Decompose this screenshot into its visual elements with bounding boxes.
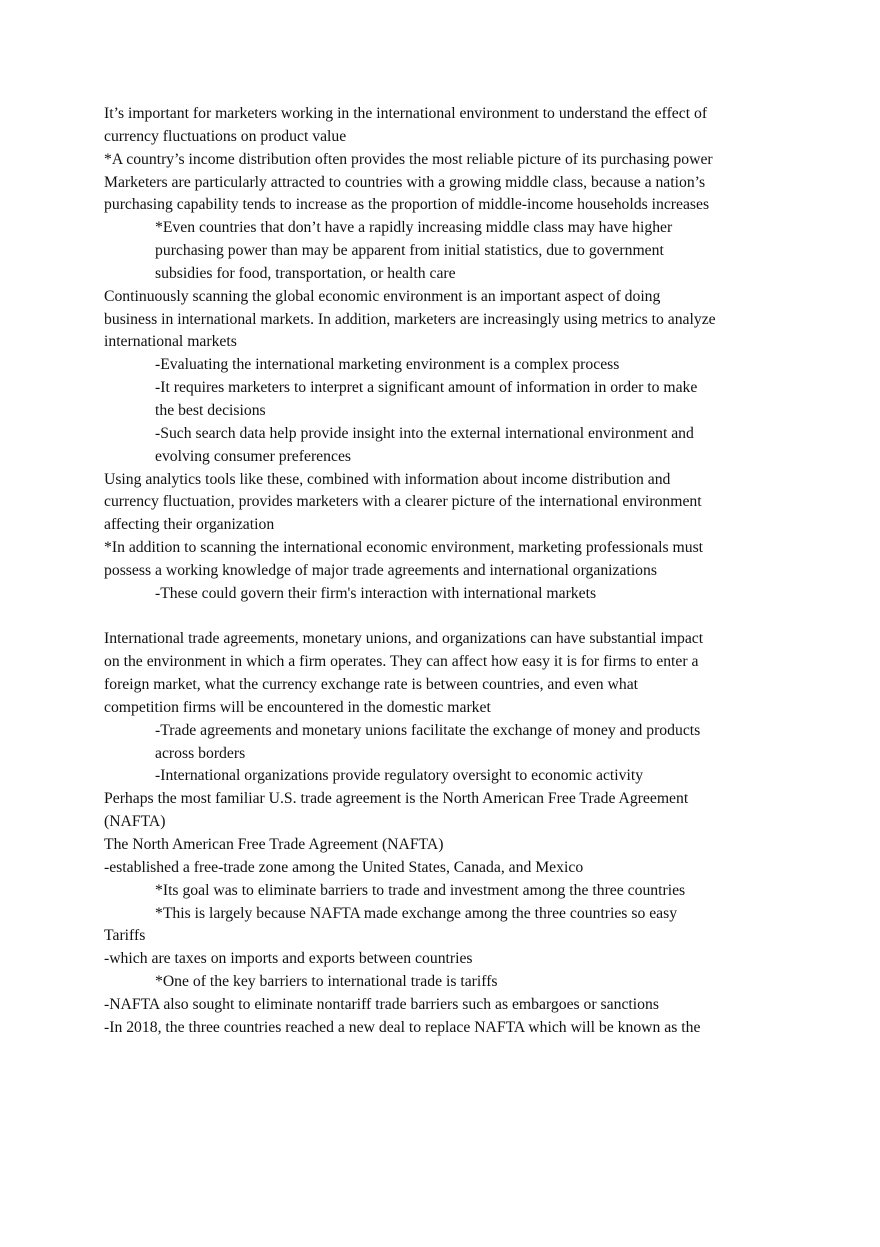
text-line: Marketers are particularly attracted to countries with a growing middle class, because a nation’s	[104, 173, 706, 191]
text-line: Using analytics tools like these, combined with information about income distribution and	[104, 470, 671, 488]
text-line: -which are taxes on imports and exports between countries	[104, 950, 473, 968]
text-line: The North American Free Trade Agreement (NAFTA)	[104, 836, 444, 853]
text-line: Tariffs	[104, 927, 146, 945]
text-line: Continuously scanning the global economic environment is an important aspect of doing	[104, 287, 661, 305]
document-body	[104, 103, 804, 1040]
indented-text-line: *Its goal was to eliminate barriers to trade and investment among the three countries	[155, 881, 686, 899]
indented-text-line: subsidies for food, transportation, or health care	[155, 264, 456, 282]
text-line: business in international markets. In addition, marketers are increasingly using metrics to analyze	[104, 310, 716, 328]
indented-text-line: -International organizations provide regulatory oversight to economic activity	[155, 767, 644, 785]
indented-text-line: evolving consumer preferences	[155, 447, 352, 465]
text-line: International trade agreements, monetary unions, and organizations can have substantial impact	[104, 630, 704, 648]
indented-text-line: *Even countries that don’t have a rapidly increasing middle class may have higher	[155, 219, 673, 237]
text-line: purchasing capability tends to increase as the proportion of middle-income households increases	[104, 196, 710, 214]
text-line: on the environment in which a firm operates. They can affect how easy it is for firms to enter a	[104, 653, 699, 671]
text-line: currency fluctuations on product value	[104, 127, 347, 145]
text-line: affecting their organization	[104, 516, 275, 534]
indented-text-line: -Trade agreements and monetary unions facilitate the exchange of money and products	[155, 721, 701, 739]
text-line: currency fluctuation, provides marketers with a clearer picture of the international environment	[104, 493, 702, 511]
blank-line	[104, 606, 804, 629]
text-line: -established a free-trade zone among the United States, Canada, and Mexico	[104, 858, 584, 876]
indented-text-line: -Evaluating the international marketing environment is a complex process	[155, 356, 620, 374]
indented-text-line: *This is largely because NAFTA made exchange among the three countries so easy	[155, 904, 678, 922]
indented-text-line: -It requires marketers to interpret a significant amount of information in order to make	[155, 379, 698, 397]
text-line: possess a working knowledge of major trade agreements and international organizations	[104, 561, 657, 579]
text-line: foreign market, what the currency exchange rate is between countries, and even what	[104, 676, 639, 694]
text-line: competition firms will be encountered in the domestic market	[104, 698, 491, 716]
indented-text-line: -These could govern their firm's interaction with international markets	[155, 584, 597, 602]
indented-text-line: the best decisions	[155, 401, 266, 419]
text-line: (NAFTA)	[104, 813, 166, 831]
text-line: international markets	[104, 333, 237, 351]
indented-text-line: *One of the key barriers to international trade is tariffs	[155, 973, 498, 991]
indented-text-line: -Such search data help provide insight into the external international environment and	[155, 424, 694, 442]
text-line: It’s important for marketers working in the international environment to understand the effect of	[104, 105, 708, 122]
text-line: -In 2018, the three countries reached a new deal to replace NAFTA which will be known as the	[104, 1018, 701, 1036]
text-line: Perhaps the most familiar U.S. trade agreement is the North American Free Trade Agreement	[104, 790, 689, 808]
text-line: *A country’s income distribution often provides the most reliable picture of its purchasing power	[104, 150, 713, 168]
indented-text-line: purchasing power than may be apparent from initial statistics, due to government	[155, 242, 664, 260]
text-line: -NAFTA also sought to eliminate nontariff trade barriers such as embargoes or sanctions	[104, 995, 659, 1013]
text-line: *In addition to scanning the international economic environment, marketing professionals must	[104, 539, 704, 557]
indented-text-line: across borders	[155, 744, 246, 762]
